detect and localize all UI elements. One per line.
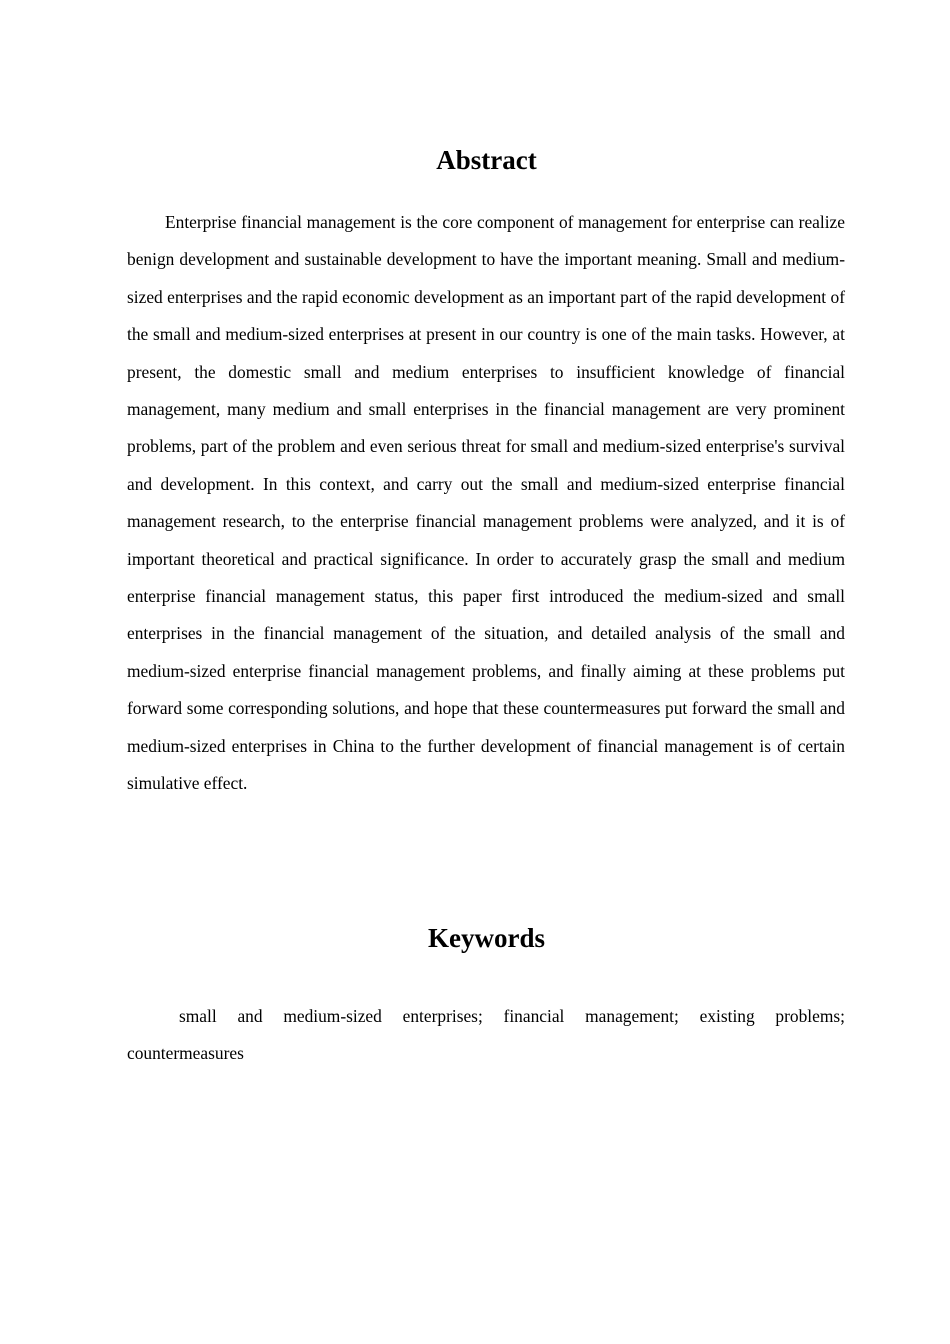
keywords-heading: Keywords — [428, 923, 545, 953]
keywords-paragraph: small and medium-sized enterprises; financial management; existing problems; countermeasures — [127, 1006, 845, 1064]
abstract-paragraph: Enterprise financial management is the core component of management for enterprise can realize benign development and sustainable development to have the important meaning. Small and medium-sized enterprises and the rapid economic development as an important part of the rapid development of the small and medium-sized enterprises at present in our country is one of the main tasks. However, at present, the domestic small and medium enterprises to insufficient knowledge of financial management, many medium and small enterprises in the financial management are very prominent problems, part of the problem and even serious threat for small and medium-sized enterprise's survival and development. In this context, and carry out the small and medium-sized enterprise financial management research, to the enterprise financial management problems were analyzed, and it is of important theoretical and practical significance. In order to accurately grasp the small and medium enterprise financial management status, this paper first introduced the medium-sized and small enterprises in the financial management of the situation, and detailed analysis of the small and medium-sized enterprise financial management problems, and finally aiming at these problems put forward some corresponding solutions, and hope that these countermeasures put forward the small and medium-sized enterprises in China to the further development of financial management is of certain simulative effect. — [127, 212, 845, 794]
abstract-heading: Abstract — [436, 145, 537, 175]
